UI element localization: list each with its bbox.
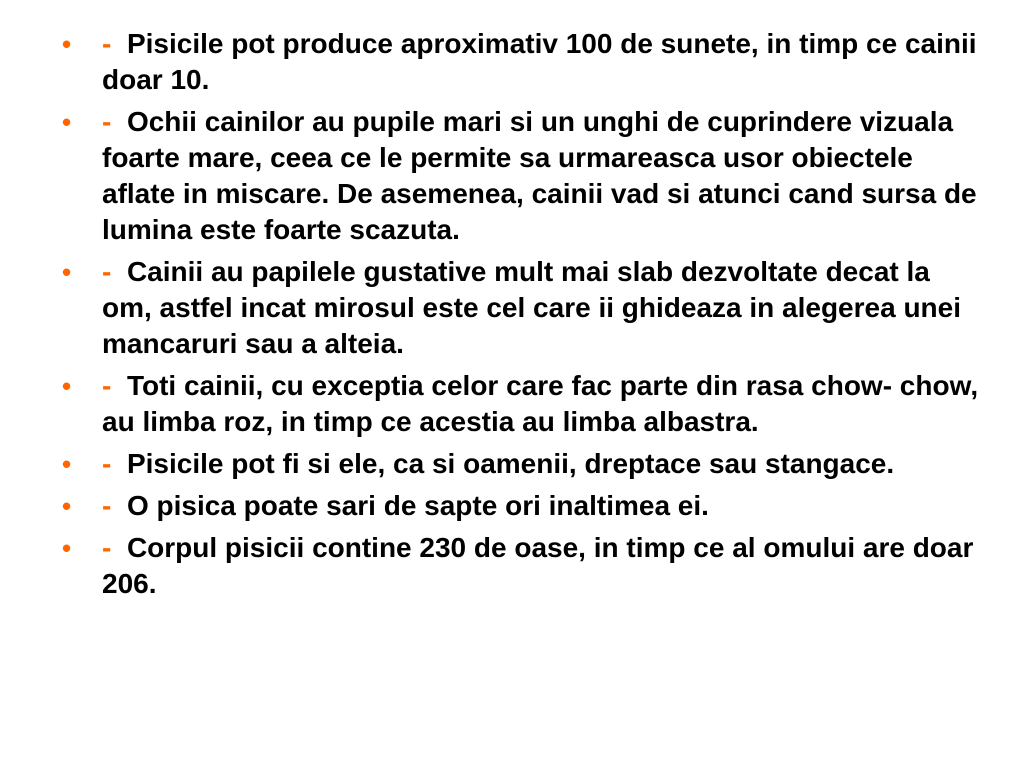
- bullet-icon: •: [62, 29, 72, 59]
- list-item-text: Ochii cainilor au pupile mari si un unghi de cuprindere vizuala foarte mare, ceea ce le permite sa urmareasca usor obiectele aflate in miscare. De asemenea, cainii vad si atunci cand sursa de lumina este foarte scazuta.: [102, 106, 977, 245]
- list-item-text: Corpul pisicii contine 230 de oase, in timp ce al omului are doar 206.: [102, 532, 974, 599]
- bullet-icon: •: [62, 449, 72, 479]
- list-item: [62, 104, 982, 248]
- list-item: [62, 368, 982, 440]
- dash-marker: -: [102, 28, 112, 59]
- list-item: [62, 254, 982, 362]
- bullet-icon: •: [62, 371, 72, 401]
- dash-marker: -: [102, 106, 112, 137]
- bullet-icon: •: [62, 107, 72, 137]
- bullet-icon: •: [62, 533, 72, 563]
- bullet-icon: •: [62, 257, 72, 287]
- list-item-text: O pisica poate sari de sapte ori inaltimea ei.: [126, 490, 709, 521]
- dash-marker: -: [102, 448, 112, 479]
- list-item: [62, 446, 982, 482]
- bullet-list: [62, 26, 982, 608]
- list-item: [62, 530, 982, 602]
- dash-marker: -: [102, 256, 112, 287]
- bullet-icon: •: [62, 491, 72, 521]
- list-item-text: Toti cainii, cu exceptia celor care fac parte din rasa chow- chow, au limba roz, in timp ce acestia au limba albastra.: [102, 370, 979, 437]
- list-item-text: Pisicile pot fi si ele, ca si oamenii, dreptace sau stangace.: [126, 448, 895, 479]
- dash-marker: -: [102, 532, 112, 563]
- list-item: [62, 26, 982, 98]
- dash-marker: -: [102, 370, 112, 401]
- list-item-text: Cainii au papilele gustative mult mai slab dezvoltate decat la om, astfel incat mirosul este cel care ii ghideaza in alegerea unei mancaruri sau a alteia.: [102, 256, 962, 359]
- list-item-text: Pisicile pot produce aproximativ 100 de sunete, in timp ce cainii doar 10.: [102, 28, 977, 95]
- dash-marker: -: [102, 490, 112, 521]
- list-item: [62, 488, 982, 524]
